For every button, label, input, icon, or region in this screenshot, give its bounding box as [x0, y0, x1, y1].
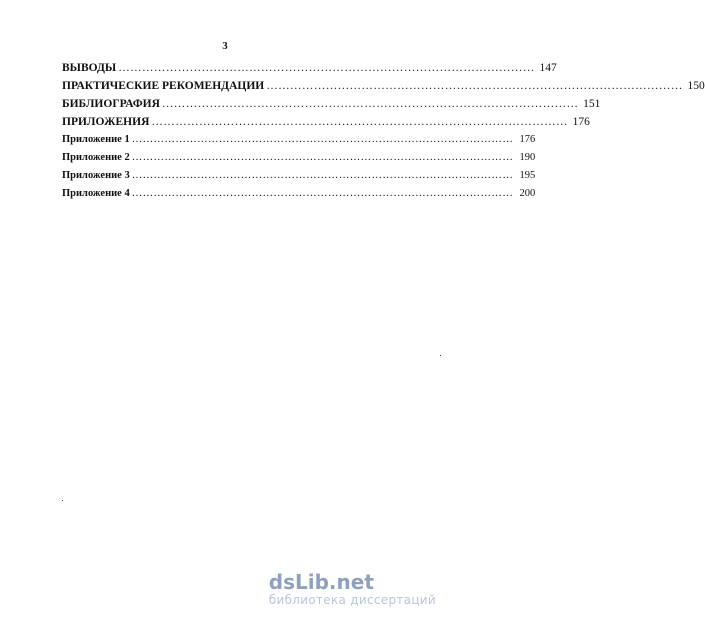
- scan-speck: [62, 500, 63, 501]
- toc-entry-bibliography: [62, 98, 601, 116]
- toc-entry-recommendations: [62, 80, 705, 98]
- toc-entry-page: 147: [539, 62, 557, 74]
- watermark: [269, 571, 436, 607]
- watermark-subtitle: библиотека диссертаций: [268, 593, 436, 607]
- toc-leader-dots: ……………………………………………………………………………………………: [151, 116, 568, 128]
- toc-entry-label: Приложение 1: [62, 134, 130, 145]
- toc-leader-dots: ……………………………………………………………………………………………: [266, 80, 683, 92]
- toc-entry-appendix-4: [62, 188, 536, 206]
- toc-entry-appendix-1: [62, 134, 536, 152]
- toc-leader-dots: ……………………………………………………………………………………………: [131, 152, 514, 163]
- toc-entry-page: 200: [519, 188, 536, 199]
- page-number: 3: [222, 40, 228, 52]
- toc-leader-dots: ……………………………………………………………………………………………: [118, 62, 535, 74]
- toc-entry-page: 195: [519, 170, 536, 181]
- toc-entry-conclusions: [62, 62, 557, 80]
- toc-entry-label: ПРИЛОЖЕНИЯ: [62, 116, 150, 128]
- watermark-logo: dsLib.net: [268, 570, 374, 594]
- toc-leader-dots: ……………………………………………………………………………………………: [161, 98, 579, 110]
- toc-entry-page: 176: [572, 116, 590, 128]
- toc-entry-appendix-3: [62, 170, 536, 188]
- toc-entry-label: Приложение 3: [62, 170, 130, 181]
- toc-entry-appendices: [62, 116, 590, 134]
- scan-speck: [440, 355, 441, 356]
- toc-entry-label: БИБЛИОГРАФИЯ: [62, 98, 160, 110]
- toc-entry-label: ПРАКТИЧЕСКИЕ РЕКОМЕНДАЦИИ: [62, 80, 265, 92]
- toc-entry-page: 151: [583, 98, 601, 110]
- toc-leader-dots: ……………………………………………………………………………………………: [131, 134, 514, 145]
- toc-leader-dots: ……………………………………………………………………………………………: [131, 170, 514, 181]
- toc-entry-label: Приложение 2: [62, 152, 130, 163]
- toc-entry-page: 190: [519, 152, 536, 163]
- toc-entry-page: 150: [687, 80, 705, 92]
- toc-entry-label: Приложение 4: [62, 188, 130, 199]
- toc-entry-label: ВЫВОДЫ: [62, 62, 117, 74]
- toc-entry-page: 176: [519, 134, 536, 145]
- toc-entry-appendix-2: [62, 152, 536, 170]
- toc-leader-dots: ……………………………………………………………………………………………: [131, 188, 514, 199]
- table-of-contents: [62, 62, 705, 206]
